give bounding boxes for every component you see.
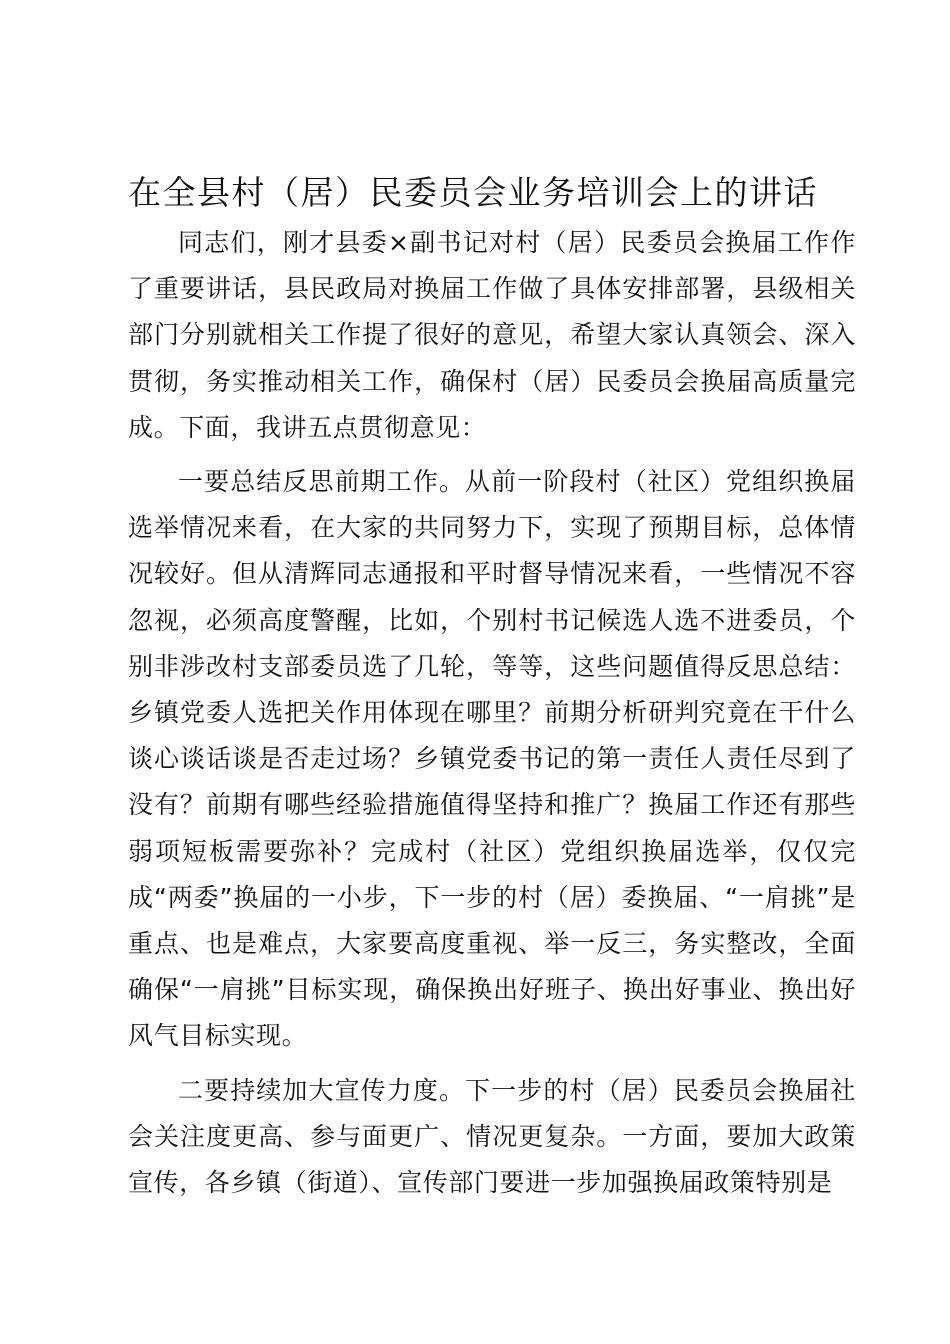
paragraph-point-one: 一要总结反思前期工作。从前一阶段村（社区）党组织换届选举情况来看，在大家的共同努力下，实现了预期目标，总体情况较好。但从清辉同志通报和平时督导情况来看，一些情况不容忽视，必须高度警醒，比如，个别村书记候选人选不进委员，个别非涉改村支部委员选了几轮，等等，这些问题值得反思总结：乡镇党委人选把关作用体现在哪里？前期分析研判究竟在干什么谈心谈话谈是否走过场？乡镇党委书记的第一责任人责任尽到了没有？前期有哪些经验措施值得坚持和推广？换届工作还有那些弱项短板需要弥补？完成村（社区）党组织换届选举，仅仅完成“两委”换届的一小步，下一步的村（居）委换届、“一肩挑”是重点、也是难点，大家要高度重视、举一反三，务实整改，全面确保“一肩挑”目标实现，确保换出好班子、换出好事业、换出好风气目标实现。 xyxy=(128,467,856,1051)
document-page xyxy=(128,170,856,1214)
paragraph-point-two: 二要持续加大宣传力度。下一步的村（居）民委员会换届社会关注度更高、参与面更广、情况更复杂。一方面，要加大政策宣传，各乡镇（街道）、宣传部门要进一步加强换届政策特别是 xyxy=(128,1075,856,1198)
document-title: 在全县村（居）民委员会业务培训会上的讲话 xyxy=(128,173,818,212)
paragraph-opening: 同志们，刚才县委×副书记对村（居）民委员会换届工作作了重要讲话，县民政局对换届工作做了具体安排部署，县级相关部门分别就相关工作提了很好的意见，希望大家认真领会、深入贯彻，务实推动相关工作，确保村（居）民委员会换届高质量完成。下面，我讲五点贯彻意见： xyxy=(128,228,856,442)
